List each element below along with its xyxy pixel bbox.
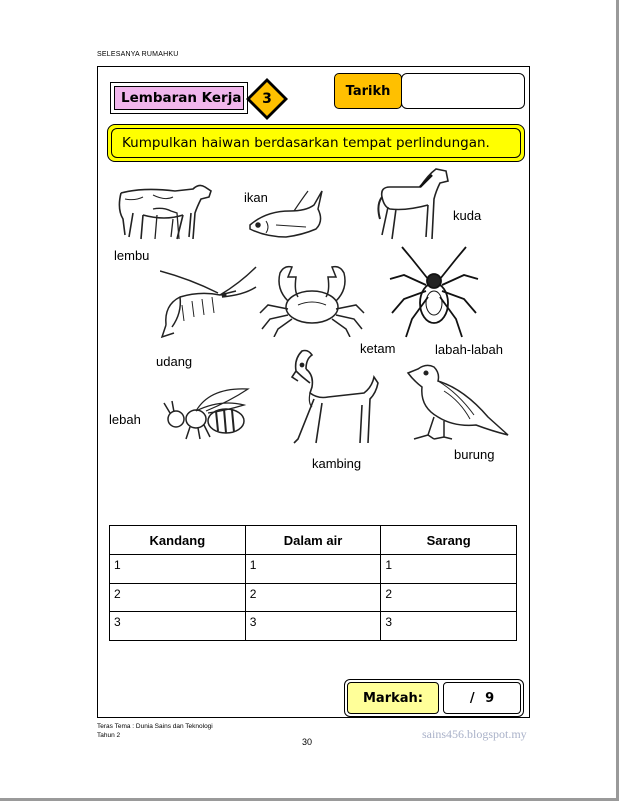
table-cell[interactable]: 2 <box>245 583 381 612</box>
table-cell[interactable]: 1 <box>381 555 517 584</box>
blog-watermark: sains456.blogspot.my <box>422 727 527 741</box>
footer-theme: Teras Tema : Dunia Sains dan Teknologi <box>97 723 213 730</box>
table-header-sarang: Sarang <box>381 526 517 555</box>
table-cell[interactable]: 1 <box>245 555 381 584</box>
horse-icon <box>376 165 452 243</box>
table-cell[interactable]: 3 <box>381 612 517 641</box>
table-cell[interactable]: 1 <box>110 555 246 584</box>
animal-label-lebah: lebah <box>109 412 141 427</box>
page-number: 30 <box>302 737 313 747</box>
footer-year: Tahun 2 <box>97 732 121 739</box>
instruction-box <box>107 124 525 162</box>
animal-label-lembu: lembu <box>114 248 150 263</box>
table-header-kandang: Kandang <box>110 526 246 555</box>
spider-icon <box>388 245 480 339</box>
cow-icon <box>113 179 215 243</box>
animal-label-ketam: ketam <box>360 341 396 356</box>
score-box <box>344 679 524 717</box>
table-cell[interactable]: 2 <box>110 583 246 612</box>
worksheet-number: 3 <box>262 91 272 107</box>
footer-info <box>97 722 213 740</box>
worksheet-label: Lembaran Kerja <box>114 86 244 110</box>
bee-icon <box>160 385 252 441</box>
table-cell[interactable]: 3 <box>245 612 381 641</box>
table-row <box>110 583 517 612</box>
worksheet-number-badge <box>245 77 289 121</box>
worksheet-label-box <box>110 82 248 114</box>
score-label: Markah: <box>347 682 439 714</box>
score-value[interactable]: / 9 <box>443 682 521 714</box>
table-cell[interactable]: 2 <box>381 583 517 612</box>
prawn-icon <box>160 265 258 343</box>
animal-label-kuda: kuda <box>453 208 482 223</box>
answer-table <box>109 525 517 641</box>
table-header-dalam-air: Dalam air <box>245 526 381 555</box>
bird-icon <box>404 359 510 441</box>
crab-icon <box>258 261 366 337</box>
date-field[interactable] <box>401 73 525 109</box>
page-header: SELESANYA RUMAHKU <box>97 51 179 58</box>
worksheet <box>97 66 530 718</box>
table-header-row <box>110 526 517 555</box>
animal-label-kambing: kambing <box>312 456 362 471</box>
table-row <box>110 555 517 584</box>
animal-label-udang: udang <box>156 354 193 369</box>
table-row <box>110 612 517 641</box>
animal-label-burung: burung <box>454 447 495 462</box>
date-label: Tarikh <box>334 73 402 109</box>
table-cell[interactable]: 3 <box>110 612 246 641</box>
animal-label-labah-labah: labah-labah <box>435 342 503 357</box>
instruction-text: Kumpulkan haiwan berdasarkan tempat perlindungan. <box>111 128 521 158</box>
goat-icon <box>288 347 380 447</box>
animal-label-ikan: ikan <box>244 190 268 205</box>
